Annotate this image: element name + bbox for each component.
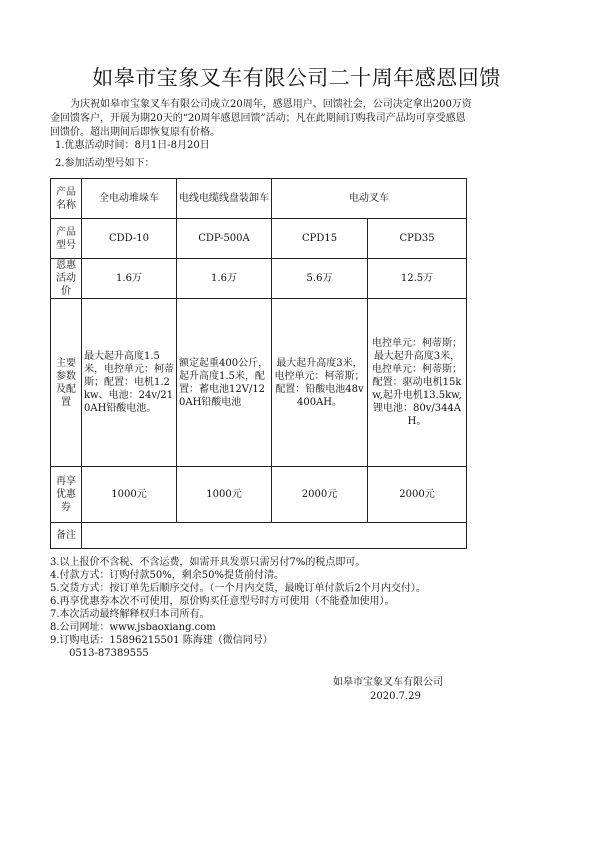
item-activity-time: 1.优惠活动时间：8月1日-8月20日 [55, 140, 210, 151]
coupon-cell: 2000元 [368, 467, 467, 523]
label-config: 主要参数及配置 [51, 299, 82, 467]
name-cell: 全电动堆垛车 [82, 179, 177, 219]
config-cell: 额定起重400公斤，起升高度1.5米，配置：蓄电池12V/120AH铅酸电池 [177, 299, 272, 467]
term-item: 9.订购电话：15896215501 陈海建（微信同号） [50, 635, 273, 646]
term-item: 7.本次活动最终解释权归本司所有。 [50, 609, 210, 620]
table-row-coupon [51, 467, 467, 523]
name-cell: 电动叉车 [272, 179, 467, 219]
term-item: 4.付款方式：订购付款50%，剩余50%提货前付清。 [50, 570, 284, 581]
config-cell: 电控单元：柯蒂斯；最大起升高度3米，电控单元：柯蒂斯；配置：驱动电机15kw,起升电机13.5kw,锂电池：80v/344AH。 [368, 299, 467, 467]
table-row-price [51, 259, 467, 299]
label-product-model: 产品型号 [51, 219, 82, 259]
signature-date: 2020.7.29 [370, 691, 421, 702]
term-item: 5.交货方式：按订单先后顺序交付。（一个月内交货，最晚订单付款后2个月内交付）。 [50, 583, 426, 594]
label-price: 恩惠活动价 [51, 259, 82, 299]
table-row-config [51, 299, 467, 467]
coupon-cell: 2000元 [272, 467, 368, 523]
company-signature: 如皋市宝象叉车有限公司 [333, 677, 443, 688]
term-item: 6.再享优惠券本次不可使用，原价购买任意型号时方可使用（不能叠加使用）。 [50, 596, 395, 607]
document-title: 如皋市宝象叉车有限公司二十周年感恩回馈 [92, 66, 501, 90]
config-cell: 最大起升高度1.5米，电控单元：柯蒂斯；配置：电机1.2kw、电池：24v/210AH铅酸电池。 [82, 299, 177, 467]
name-cell: 电线电缆线盘装卸车 [177, 179, 272, 219]
label-product-name: 产品名称 [51, 179, 82, 219]
term-item: 0513-87389555 [50, 648, 149, 659]
table-row-name [51, 179, 467, 219]
table-row-remark [51, 523, 467, 549]
term-item: 3.以上报价不含税、不含运费，如需开具发票只需另付7%的税点即可。 [50, 557, 366, 568]
model-cell: CDP-500A [177, 219, 272, 259]
coupon-cell: 1000元 [177, 467, 272, 523]
price-cell: 1.6万 [82, 259, 177, 299]
term-item: 8.公司网址：www.jsbaoxiang.com [50, 622, 216, 633]
model-cell: CPD35 [368, 219, 467, 259]
price-cell: 12.5万 [368, 259, 467, 299]
label-coupon: 再享优惠券 [51, 467, 82, 523]
price-cell: 5.6万 [272, 259, 368, 299]
product-table [50, 178, 467, 549]
model-cell: CPD15 [272, 219, 368, 259]
terms-list [50, 556, 426, 660]
model-cell: CDD-10 [82, 219, 177, 259]
label-remark: 备注 [51, 523, 82, 549]
coupon-cell: 1000元 [82, 467, 177, 523]
intro-paragraph: 为庆祝如皋市宝象叉车有限公司成立20周年，感恩用户、回馈社会，公司决定拿出200万资金回馈客户，开展为期20天的“20周年感恩回馈”活动；凡在此期间订购我司产品均可享受感恩回馈价。超出期间后即恢复原有价格。 [50, 99, 472, 138]
item-models-heading: 2.参加活动型号如下： [55, 158, 155, 169]
config-cell: 最大起升高度3米，电控单元：柯蒂斯；配置：铅酸电池48v400AH。 [272, 299, 368, 467]
remark-cell [82, 523, 467, 549]
price-cell: 1.6万 [177, 259, 272, 299]
table-row-model [51, 219, 467, 259]
